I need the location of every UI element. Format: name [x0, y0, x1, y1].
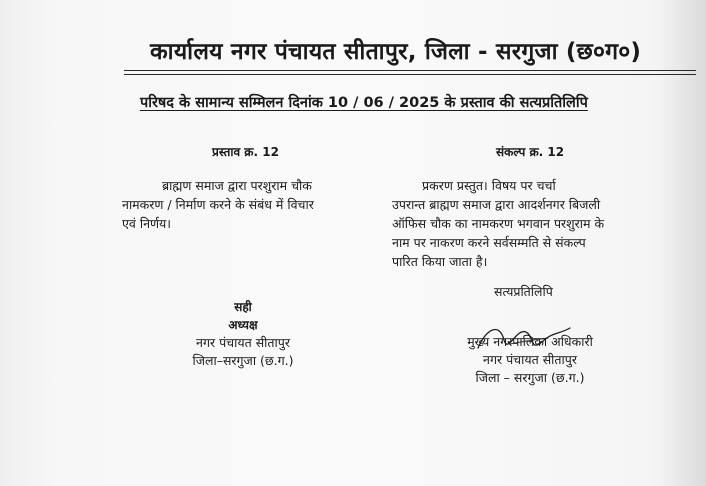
officer-signature-block [440, 333, 620, 387]
chairperson-office: नगर पंचायत सीतापुर [196, 335, 290, 350]
resolution-line: नाम पर नाकरण करने सर्वसम्मति से संकल्प [392, 235, 586, 250]
resolution-line: उपरान्त ब्राह्मण समाज द्वारा आदर्शनगर बिजली [392, 197, 601, 212]
certified-copy-label: सत्यप्रतिलिपि [494, 284, 553, 299]
chairperson-designation: अध्यक्ष [228, 318, 258, 332]
resolution-line: पारित किया जाता है। [392, 254, 488, 269]
proposal-text [122, 176, 362, 233]
resolution-line: प्रकरण प्रस्तुत। विषय पर चर्चा [422, 178, 556, 193]
resolution-subheading: परिषद के सामान्य सम्मिलन दिनांक 10 / 06 / 2025 के प्रस्ताव की सत्यप्रतिलिपि [140, 95, 588, 111]
proposal-number: प्रस्ताव क्र. 12 [212, 145, 279, 159]
officer-office: नगर पंचायत सीतापुर [483, 352, 577, 367]
office-title: कार्यालय नगर पंचायत सीतापुर, जिला - सरगुजा (छ०ग०) [150, 39, 642, 65]
proposal-line: नामकरण / निर्माण करने के संबंध में विचार [122, 197, 314, 212]
officer-designation: मुख्य नगरपालिका अधिकारी [467, 334, 593, 349]
chairperson-signature-block [168, 298, 318, 370]
proposal-line: ब्राह्मण समाज द्वारा परशुराम चौक [162, 178, 312, 193]
resolution-text [392, 176, 662, 271]
header-rule-top [124, 70, 696, 71]
officer-district: जिला – सरगुजा (छ.ग.) [475, 370, 585, 385]
chairperson-district: जिला–सरगुजा (छ.ग.) [192, 353, 294, 368]
header-rule-bottom [124, 74, 696, 75]
signed-label: सही [234, 300, 252, 314]
resolution-line: ऑफिस चौक का नामकरण भगवान परशुराम के [392, 216, 605, 231]
proposal-line: एवं निर्णय। [122, 216, 172, 231]
page-shadow [660, 0, 706, 486]
resolution-number: संकल्प क्र. 12 [496, 145, 565, 159]
